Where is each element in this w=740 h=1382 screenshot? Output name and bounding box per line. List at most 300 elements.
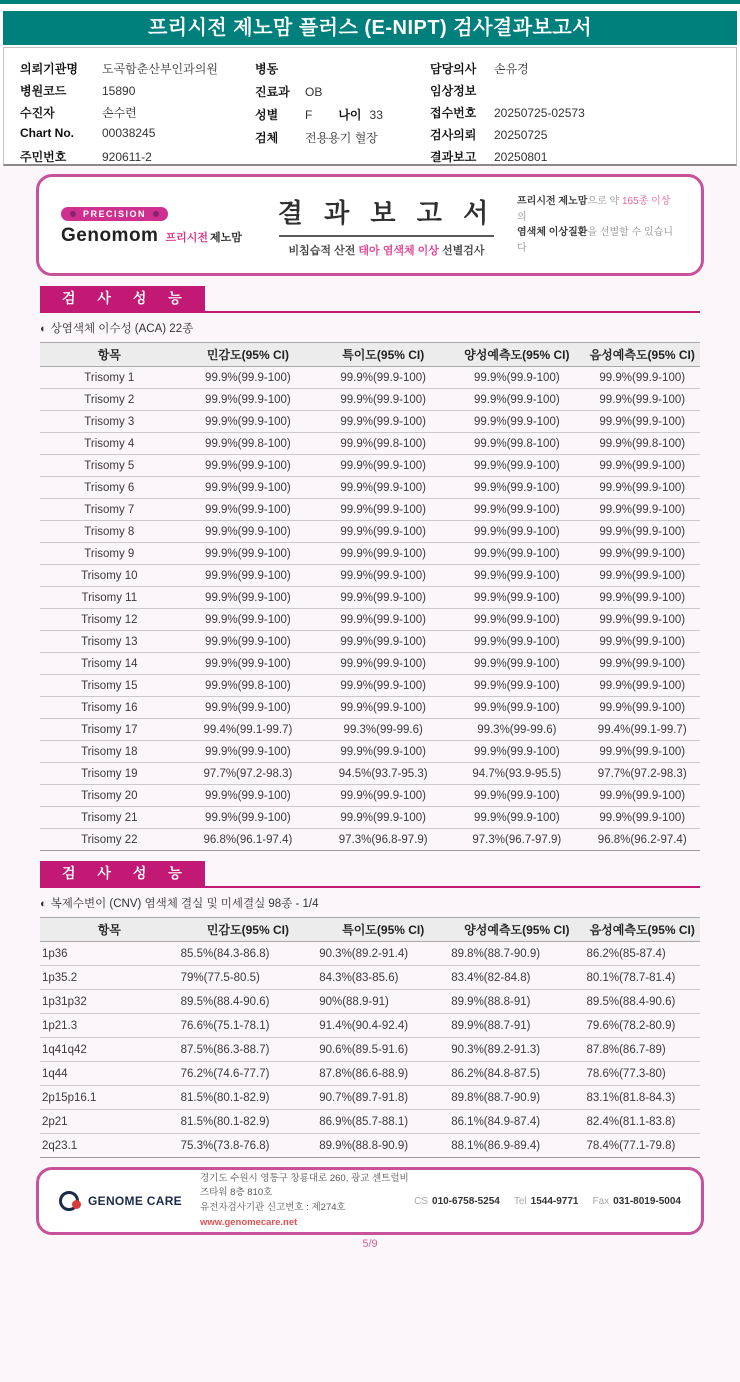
table-cell: 99.9%(99.9-100)	[449, 499, 584, 521]
table-cell: 99.9%(99.9-100)	[449, 411, 584, 433]
table-cell: Trisomy 10	[40, 565, 179, 587]
heading-divider	[279, 235, 494, 237]
table-cell: 86.2%(84.8-87.5)	[449, 1062, 584, 1086]
patient-field	[20, 148, 255, 164]
field-value: 20250725	[494, 128, 548, 142]
badge-dot-left-icon	[70, 211, 76, 217]
table-cell: 99.9%(99.9-100)	[584, 543, 700, 565]
contact-value: 1544-9771	[530, 1195, 579, 1207]
section-header-label: 검 사 성 능	[40, 286, 205, 311]
column-header: 음성예측도(95% CI)	[584, 343, 700, 367]
table-cell: 99.9%(99.9-100)	[317, 675, 449, 697]
table-cell: 99.9%(99.9-100)	[449, 741, 584, 763]
field-label: 성별	[255, 108, 279, 122]
cnv-performance-table	[40, 917, 700, 1158]
table-cell: 99.9%(99.9-100)	[179, 697, 318, 719]
footer-license: 유전자검사기관 신고번호 : 제274호	[199, 1202, 346, 1213]
table-row	[40, 477, 700, 499]
field-label: 진료과	[255, 85, 290, 99]
field-label: 병동	[255, 62, 279, 76]
column-header: 양성예측도(95% CI)	[449, 343, 584, 367]
table-cell: 99.9%(99.9-100)	[317, 653, 449, 675]
table-cell: 99.9%(99.9-100)	[449, 587, 584, 609]
note-tail: 을 선별할 수 있습니다	[517, 227, 674, 254]
table-cell: 99.9%(99.9-100)	[449, 785, 584, 807]
table-cell: 97.7%(97.2-98.3)	[179, 763, 318, 785]
aca-subtitle	[40, 320, 700, 336]
patient-field	[255, 106, 430, 123]
report-box-note	[517, 194, 679, 256]
table-cell: Trisomy 19	[40, 763, 179, 785]
table-row	[40, 829, 700, 851]
table-cell: Trisomy 4	[40, 433, 179, 455]
report-title-bar	[3, 11, 737, 45]
patient-field	[430, 60, 720, 76]
table-cell: 99.9%(99.9-100)	[449, 543, 584, 565]
patient-field	[430, 148, 720, 164]
subtitle-pre: 비침습적 산전	[288, 244, 359, 257]
table-cell: Trisomy 14	[40, 653, 179, 675]
table-cell: 76.6%(75.1-78.1)	[179, 1014, 318, 1038]
table-cell: 84.3%(83-85.6)	[317, 966, 449, 990]
table-row	[40, 587, 700, 609]
table-cell: 87.8%(86.7-89)	[584, 1038, 700, 1062]
patient-info-col1	[20, 57, 255, 164]
table-cell: 99.9%(99.9-100)	[584, 675, 700, 697]
contact-label: Tel	[513, 1195, 527, 1207]
table-cell: 99.9%(99.9-100)	[584, 367, 700, 389]
page-content	[0, 166, 740, 1382]
table-cell: 2q23.1	[40, 1134, 179, 1158]
table-row	[40, 521, 700, 543]
table-cell: 79%(77.5-80.5)	[179, 966, 318, 990]
aca-performance-table	[40, 342, 700, 851]
table-row	[40, 697, 700, 719]
table-cell: 90.3%(89.2-91.3)	[449, 1038, 584, 1062]
table-row	[40, 990, 700, 1014]
table-cell: 78.6%(77.3-80)	[584, 1062, 700, 1086]
genomom-logo-block	[61, 204, 256, 247]
table-cell: 99.9%(99.9-100)	[179, 741, 318, 763]
field-label: 주민번호	[20, 150, 67, 164]
table-cell: Trisomy 15	[40, 675, 179, 697]
footer	[36, 1167, 704, 1235]
table-cell: 99.9%(99.9-100)	[317, 741, 449, 763]
field-value: 손수련	[102, 106, 137, 120]
report-title: 프리시전 제노맘 플러스 (E-NIPT) 검사결과보고서	[147, 17, 593, 39]
table-cell: 99.9%(99.8-100)	[584, 433, 700, 455]
genome-care-logo-text: GENOME CARE	[88, 1194, 182, 1208]
table-cell: 78.4%(77.1-79.8)	[584, 1134, 700, 1158]
table-cell: 99.3%(99-99.6)	[317, 719, 449, 741]
footer-address: 경기도 수원시 영통구 창룡대로 260, 광교 센트럴비즈타워 8층 810호	[199, 1172, 409, 1199]
table-row	[40, 1134, 700, 1158]
table-cell: 75.3%(73.8-76.8)	[179, 1134, 318, 1158]
table-row	[40, 609, 700, 631]
table-row	[40, 1038, 700, 1062]
column-header: 음성예측도(95% CI)	[584, 918, 700, 942]
table-cell: 99.9%(99.9-100)	[317, 477, 449, 499]
field-value: 920611-2	[102, 150, 152, 164]
table-cell: 99.9%(99.9-100)	[584, 521, 700, 543]
table-cell: 99.9%(99.9-100)	[449, 675, 584, 697]
aca-subtitle-text: 상염색체 이수성 (ACA) 22종	[50, 323, 194, 335]
table-cell: 89.9%(88.8-91)	[449, 990, 584, 1014]
table-cell: 76.2%(74.6-77.7)	[179, 1062, 318, 1086]
table-cell: Trisomy 16	[40, 697, 179, 719]
table-cell: 1q44	[40, 1062, 179, 1086]
field-label: 결과보고	[430, 150, 477, 164]
field-label: 검체	[255, 131, 279, 145]
table-cell: 99.9%(99.9-100)	[317, 807, 449, 829]
table-cell: 86.9%(85.7-88.1)	[317, 1110, 449, 1134]
table-cell: 99.9%(99.9-100)	[449, 807, 584, 829]
table-cell: 85.5%(84.3-86.8)	[179, 942, 318, 966]
table-cell: 99.9%(99.9-100)	[317, 499, 449, 521]
table-cell: 99.9%(99.9-100)	[449, 631, 584, 653]
table-cell: Trisomy 2	[40, 389, 179, 411]
field-label: 담당의사	[430, 62, 477, 76]
table-row	[40, 653, 700, 675]
page-number: 5/9	[362, 1238, 378, 1250]
field-value: 전용용기 혈장	[305, 131, 378, 145]
genome-care-logo-icon	[59, 1191, 79, 1211]
field-label: 임상정보	[430, 84, 477, 98]
field-label: 병원코드	[20, 84, 67, 98]
table-cell: 91.4%(90.4-92.4)	[317, 1014, 449, 1038]
table-cell: 99.9%(99.9-100)	[179, 521, 318, 543]
table-cell: 99.9%(99.9-100)	[317, 785, 449, 807]
half-circle-icon: ◐	[40, 898, 47, 910]
field-value: F	[305, 108, 313, 122]
table-cell: 99.9%(99.9-100)	[179, 499, 318, 521]
table-cell: 99.9%(99.9-100)	[179, 631, 318, 653]
field-value: 33	[369, 108, 383, 122]
table-cell: 99.9%(99.9-100)	[584, 565, 700, 587]
table-row	[40, 807, 700, 829]
table-row	[40, 942, 700, 966]
table-cell: 99.9%(99.9-100)	[584, 653, 700, 675]
table-row	[40, 455, 700, 477]
table-cell: 99.4%(99.1-99.7)	[584, 719, 700, 741]
field-label: 검사의뢰	[430, 128, 477, 142]
table-cell: Trisomy 1	[40, 367, 179, 389]
table-header-row	[40, 343, 700, 367]
table-cell: 99.9%(99.9-100)	[449, 477, 584, 499]
table-cell: 99.9%(99.9-100)	[584, 741, 700, 763]
table-cell: 99.9%(99.9-100)	[584, 587, 700, 609]
table-cell: 99.9%(99.9-100)	[179, 455, 318, 477]
section-header-performance-1	[40, 286, 700, 313]
table-cell: 99.9%(99.9-100)	[317, 565, 449, 587]
table-cell: 99.9%(99.9-100)	[449, 389, 584, 411]
table-cell: 99.9%(99.9-100)	[584, 697, 700, 719]
table-cell: 87.5%(86.3-88.7)	[179, 1038, 318, 1062]
table-cell: 99.4%(99.1-99.7)	[179, 719, 318, 741]
field-value: 손유경	[494, 62, 529, 76]
field-value: 15890	[102, 84, 136, 98]
note-bold1: 프리시전 제노맘	[517, 196, 588, 207]
table-cell: 89.5%(88.4-90.6)	[179, 990, 318, 1014]
subtitle-highlight: 태아 염색체 이상	[358, 244, 439, 257]
table-row	[40, 675, 700, 697]
table-row	[40, 1062, 700, 1086]
badge-dot-right-icon	[153, 211, 159, 217]
patient-field	[430, 104, 720, 120]
column-header: 특이도(95% CI)	[317, 918, 449, 942]
table-cell: Trisomy 11	[40, 587, 179, 609]
table-cell: 99.9%(99.9-100)	[449, 521, 584, 543]
table-cell: 99.9%(99.8-100)	[449, 433, 584, 455]
table-cell: 86.1%(84.9-87.4)	[449, 1110, 584, 1134]
table-cell: 99.9%(99.9-100)	[584, 807, 700, 829]
table-row	[40, 966, 700, 990]
table-cell: 99.9%(99.9-100)	[449, 367, 584, 389]
table-cell: Trisomy 9	[40, 543, 179, 565]
table-cell: 99.9%(99.9-100)	[317, 367, 449, 389]
patient-field	[20, 60, 255, 76]
patient-info-col3	[430, 57, 720, 164]
table-cell: 81.5%(80.1-82.9)	[179, 1110, 318, 1134]
table-cell: 99.9%(99.9-100)	[449, 697, 584, 719]
table-cell: 99.9%(99.9-100)	[317, 543, 449, 565]
table-cell: 99.9%(99.9-100)	[584, 785, 700, 807]
patient-field	[255, 129, 430, 146]
table-cell: 99.9%(99.9-100)	[179, 367, 318, 389]
table-cell: 99.9%(99.9-100)	[317, 389, 449, 411]
table-cell: Trisomy 22	[40, 829, 179, 851]
table-cell: 99.9%(99.9-100)	[584, 389, 700, 411]
field-label: 나이	[338, 108, 362, 122]
table-cell: 99.9%(99.8-100)	[317, 433, 449, 455]
table-cell: Trisomy 3	[40, 411, 179, 433]
field-label: Chart No.	[20, 126, 74, 140]
table-cell: 99.9%(99.9-100)	[317, 587, 449, 609]
table-cell: 89.9%(88.7-91)	[449, 1014, 584, 1038]
column-header: 항목	[40, 918, 179, 942]
table-cell: 99.9%(99.9-100)	[317, 609, 449, 631]
patient-field	[20, 126, 255, 142]
table-cell: 2p15p16.1	[40, 1086, 179, 1110]
patient-info-col2	[255, 57, 430, 155]
column-header: 항목	[40, 343, 179, 367]
patient-info-panel	[3, 47, 737, 166]
table-cell: 94.7%(93.9-95.5)	[449, 763, 584, 785]
table-cell: 90.7%(89.7-91.8)	[317, 1086, 449, 1110]
table-cell: 1p35.2	[40, 966, 179, 990]
table-cell: 99.9%(99.9-100)	[584, 477, 700, 499]
table-row	[40, 1014, 700, 1038]
table-cell: 99.9%(99.9-100)	[317, 411, 449, 433]
genome-care-logo	[59, 1191, 182, 1211]
field-label: 의뢰기관명	[20, 62, 78, 76]
table-cell: Trisomy 8	[40, 521, 179, 543]
table-cell: 90.3%(89.2-91.4)	[317, 942, 449, 966]
table-cell: 99.9%(99.8-100)	[179, 675, 318, 697]
table-row	[40, 433, 700, 455]
report-box-center	[256, 193, 517, 258]
table-cell: 99.9%(99.9-100)	[179, 565, 318, 587]
table-row	[40, 763, 700, 785]
table-cell: 99.9%(99.9-100)	[449, 455, 584, 477]
top-accent-line	[0, 0, 740, 4]
footer-contacts	[414, 1196, 681, 1207]
footer-website: www.genomecare.net	[199, 1216, 298, 1228]
patient-field	[255, 83, 430, 100]
note-bold2: 염색체 이상질환	[517, 227, 588, 238]
column-header: 양성예측도(95% CI)	[449, 918, 584, 942]
table-cell: 87.8%(86.6-88.9)	[317, 1062, 449, 1086]
table-cell: 90.6%(89.5-91.6)	[317, 1038, 449, 1062]
table-cell: 99.9%(99.9-100)	[584, 455, 700, 477]
table-header-row	[40, 918, 700, 942]
section-header-performance-2	[40, 861, 700, 888]
table-cell: 89.8%(88.7-90.9)	[449, 1086, 584, 1110]
column-header: 민감도(95% CI)	[179, 918, 318, 942]
table-cell: 99.9%(99.9-100)	[449, 609, 584, 631]
genomom-logo	[61, 225, 256, 247]
table-cell: 82.4%(81.1-83.8)	[584, 1110, 700, 1134]
table-row	[40, 543, 700, 565]
table-cell: Trisomy 21	[40, 807, 179, 829]
table-cell: 99.9%(99.9-100)	[179, 785, 318, 807]
result-report-box	[36, 174, 704, 276]
table-row	[40, 1086, 700, 1110]
table-cell: 89.8%(88.7-90.9)	[449, 942, 584, 966]
field-label: 접수번호	[430, 106, 477, 120]
field-value: 20250725-02573	[494, 106, 585, 120]
table-cell: 99.9%(99.9-100)	[317, 697, 449, 719]
table-cell: 97.3%(96.7-97.9)	[449, 829, 584, 851]
genomom-logo-text: Genomom	[61, 224, 159, 246]
field-value: 도곡함춘산부인과의원	[102, 62, 218, 76]
table-cell: 83.1%(81.8-84.3)	[584, 1086, 700, 1110]
table-cell: 99.9%(99.9-100)	[179, 609, 318, 631]
footer-address-block	[200, 1172, 414, 1231]
column-header: 민감도(95% CI)	[179, 343, 318, 367]
subtitle-post: 선별검사	[438, 244, 485, 257]
table-row	[40, 565, 700, 587]
table-row	[40, 741, 700, 763]
table-cell: 99.3%(99-99.6)	[449, 719, 584, 741]
section-header-label: 검 사 성 능	[40, 861, 205, 886]
table-cell: 99.9%(99.9-100)	[584, 411, 700, 433]
table-row	[40, 411, 700, 433]
table-cell: 2p21	[40, 1110, 179, 1134]
table-cell: 1p21.3	[40, 1014, 179, 1038]
field-value: 00038245	[102, 126, 156, 140]
contact-value: 010-6758-5254	[432, 1195, 500, 1207]
table-cell: 89.5%(88.4-90.6)	[584, 990, 700, 1014]
table-cell: 94.5%(93.7-95.3)	[317, 763, 449, 785]
table-cell: 99.9%(99.9-100)	[584, 631, 700, 653]
table-cell: 80.1%(78.7-81.4)	[584, 966, 700, 990]
table-cell: Trisomy 20	[40, 785, 179, 807]
table-cell: Trisomy 7	[40, 499, 179, 521]
table-row	[40, 1110, 700, 1134]
table-row	[40, 631, 700, 653]
table-row	[40, 499, 700, 521]
note-mid2: 의	[517, 211, 527, 223]
table-cell: 99.9%(99.9-100)	[584, 499, 700, 521]
field-label: 수진자	[20, 106, 55, 120]
table-cell: 99.9%(99.8-100)	[179, 433, 318, 455]
table-cell: 99.9%(99.9-100)	[179, 411, 318, 433]
table-cell: 96.8%(96.2-97.4)	[584, 829, 700, 851]
report-subtitle	[256, 242, 517, 258]
table-cell: 99.9%(99.9-100)	[317, 631, 449, 653]
table-cell: 99.9%(99.9-100)	[179, 477, 318, 499]
table-cell: Trisomy 5	[40, 455, 179, 477]
table-cell: 96.8%(96.1-97.4)	[179, 829, 318, 851]
table-cell: Trisomy 17	[40, 719, 179, 741]
contact-label: Fax	[592, 1195, 610, 1207]
table-cell: 81.5%(80.1-82.9)	[179, 1086, 318, 1110]
table-cell: Trisomy 13	[40, 631, 179, 653]
field-value: 20250801	[494, 150, 548, 164]
field-value: OB	[305, 85, 323, 99]
table-cell: 99.9%(99.9-100)	[179, 389, 318, 411]
table-cell: 99.9%(99.9-100)	[179, 653, 318, 675]
table-cell: 99.9%(99.9-100)	[179, 807, 318, 829]
table-cell: 97.7%(97.2-98.3)	[584, 763, 700, 785]
patient-field	[255, 60, 430, 77]
table-cell: 89.9%(88.8-90.9)	[317, 1134, 449, 1158]
note-mid1: 으로 약	[587, 196, 622, 207]
column-header: 특이도(95% CI)	[317, 343, 449, 367]
table-cell: 99.9%(99.9-100)	[449, 565, 584, 587]
table-cell: Trisomy 6	[40, 477, 179, 499]
precision-badge-label: PRECISION	[83, 208, 147, 219]
precision-badge	[61, 207, 168, 221]
half-circle-icon: ◐	[40, 323, 47, 335]
table-cell: 99.9%(99.9-100)	[317, 455, 449, 477]
table-cell: Trisomy 12	[40, 609, 179, 631]
table-cell: 1p36	[40, 942, 179, 966]
table-cell: 90%(88.9-91)	[317, 990, 449, 1014]
table-cell: 99.9%(99.9-100)	[584, 609, 700, 631]
table-cell: Trisomy 18	[40, 741, 179, 763]
contact-value: 031-8019-5004	[613, 1195, 681, 1207]
table-row	[40, 389, 700, 411]
note-highlight: 165종 이상	[621, 196, 671, 207]
logo-sub-dark: 제노맘	[209, 231, 242, 244]
table-cell: 99.9%(99.9-100)	[179, 587, 318, 609]
result-report-heading: 결 과 보 고 서	[277, 197, 496, 228]
table-cell: 79.6%(78.2-80.9)	[584, 1014, 700, 1038]
table-row	[40, 785, 700, 807]
table-cell: 1p31p32	[40, 990, 179, 1014]
cnv-subtitle	[40, 895, 700, 911]
table-cell: 99.9%(99.9-100)	[449, 653, 584, 675]
patient-field	[20, 104, 255, 120]
table-row	[40, 719, 700, 741]
logo-sub-pink: 프리시전	[165, 231, 208, 244]
table-cell: 83.4%(82-84.8)	[449, 966, 584, 990]
patient-field	[430, 82, 720, 98]
table-cell: 99.9%(99.9-100)	[317, 521, 449, 543]
cnv-subtitle-text: 복제수변이 (CNV) 염색체 결실 및 미세결실 98종 - 1/4	[50, 898, 319, 910]
table-cell: 1q41q42	[40, 1038, 179, 1062]
contact-label: CS	[414, 1195, 429, 1207]
table-cell: 97.3%(96.8-97.9)	[317, 829, 449, 851]
patient-field	[430, 126, 720, 142]
table-row	[40, 367, 700, 389]
table-cell: 88.1%(86.9-89.4)	[449, 1134, 584, 1158]
table-cell: 99.9%(99.9-100)	[179, 543, 318, 565]
patient-field	[20, 82, 255, 98]
table-cell: 86.2%(85-87.4)	[584, 942, 700, 966]
